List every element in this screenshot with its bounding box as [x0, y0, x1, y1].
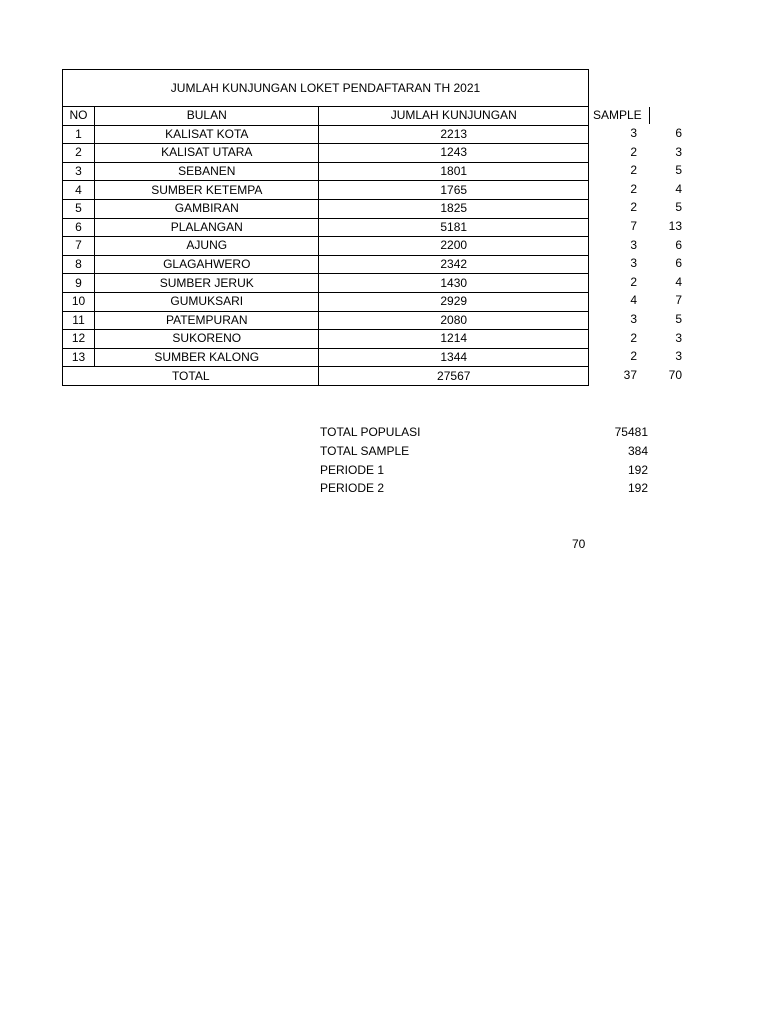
- cell-bulan[interactable]: PATEMPURAN: [95, 311, 319, 330]
- cell-bulan[interactable]: SEBANEN: [95, 162, 319, 181]
- sample-row: [589, 329, 689, 348]
- cell-bulan[interactable]: SUMBER KETEMPA: [95, 181, 319, 200]
- cell-no[interactable]: 1: [63, 125, 95, 144]
- cell-bulan[interactable]: SUMBER KALONG: [95, 348, 319, 367]
- cell-bulan[interactable]: AJUNG: [95, 237, 319, 256]
- cell-sample[interactable]: 2: [630, 181, 637, 196]
- cell-sample[interactable]: 37: [623, 367, 637, 382]
- summary-label[interactable]: PERIODE 2: [320, 481, 385, 496]
- cell-sample-2[interactable]: 6: [675, 256, 682, 271]
- cell-sample[interactable]: 3: [630, 237, 637, 252]
- cell-bulan[interactable]: KALISAT KOTA: [95, 125, 319, 144]
- cell-sample-2[interactable]: 4: [675, 274, 682, 289]
- table-row: [63, 292, 589, 311]
- cell-no[interactable]: 4: [63, 181, 95, 200]
- header-sample[interactable]: SAMPLE: [593, 108, 642, 122]
- summary-label[interactable]: TOTAL POPULASI: [320, 425, 421, 439]
- sample-row: [589, 236, 689, 255]
- summary-row: [320, 423, 650, 442]
- sample-row: [589, 143, 689, 162]
- summary-block: [320, 423, 650, 498]
- extra-value-cell[interactable]: 70: [572, 537, 586, 551]
- summary-row: [320, 479, 650, 498]
- summary-value[interactable]: 75481: [614, 425, 648, 439]
- sample-row: [589, 124, 689, 143]
- summary-row: [320, 461, 650, 480]
- table-row: [63, 330, 589, 349]
- cell-jumlah[interactable]: 2200: [319, 237, 589, 256]
- sample-row: [589, 161, 689, 180]
- sample-row: [589, 347, 689, 366]
- cell-no[interactable]: 13: [63, 348, 95, 367]
- cell-sample-2[interactable]: 7: [675, 293, 682, 308]
- cell-no[interactable]: 5: [63, 199, 95, 218]
- table-row: [63, 144, 589, 163]
- cell-no[interactable]: 2: [63, 144, 95, 163]
- header-no[interactable]: NO: [63, 107, 95, 126]
- cell-no[interactable]: 6: [63, 218, 95, 237]
- cell-sample-2[interactable]: 5: [675, 163, 682, 178]
- sample-row: [589, 310, 689, 329]
- cell-no[interactable]: 10: [63, 292, 95, 311]
- cell-sample-2[interactable]: 5: [675, 312, 682, 326]
- cell-jumlah[interactable]: 1243: [319, 144, 589, 163]
- summary-value[interactable]: 192: [627, 462, 648, 477]
- cell-sample[interactable]: 3: [630, 312, 637, 326]
- cell-jumlah[interactable]: 2342: [319, 255, 589, 274]
- cell-no[interactable]: 8: [63, 255, 95, 274]
- sample-row: [589, 180, 689, 199]
- total-jumlah[interactable]: 27567: [319, 367, 589, 386]
- summary-value[interactable]: 192: [627, 481, 648, 496]
- cell-sample-2[interactable]: 13: [668, 219, 682, 233]
- cell-jumlah[interactable]: 2929: [319, 292, 589, 311]
- cell-sample[interactable]: 2: [630, 200, 637, 215]
- cell-sample-2[interactable]: 3: [675, 330, 682, 345]
- sample-row: [589, 366, 689, 385]
- cell-jumlah[interactable]: 1801: [319, 162, 589, 181]
- table-row: [63, 199, 589, 218]
- cell-no[interactable]: 12: [63, 330, 95, 349]
- cell-no[interactable]: 3: [63, 162, 95, 181]
- header-jumlah[interactable]: JUMLAH KUNJUNGAN: [319, 107, 589, 126]
- cell-jumlah[interactable]: 1765: [319, 181, 589, 200]
- cell-sample[interactable]: 2: [630, 274, 637, 289]
- cell-sample[interactable]: 7: [630, 219, 637, 233]
- header-row: [63, 107, 589, 126]
- cell-no[interactable]: 11: [63, 311, 95, 330]
- cell-bulan[interactable]: GLAGAHWERO: [95, 255, 319, 274]
- summary-label[interactable]: TOTAL SAMPLE: [320, 443, 410, 458]
- summary-row: [320, 442, 650, 461]
- cell-jumlah[interactable]: 2213: [319, 125, 589, 144]
- cell-bulan[interactable]: GUMUKSARI: [95, 292, 319, 311]
- cell-sample-2[interactable]: 3: [675, 144, 682, 159]
- table-row: [63, 348, 589, 367]
- visits-table: [62, 69, 589, 386]
- table-title[interactable]: JUMLAH KUNJUNGAN LOKET PENDAFTARAN TH 2021: [63, 70, 589, 107]
- cell-sample[interactable]: 2: [630, 349, 637, 364]
- cell-sample-2[interactable]: 6: [675, 237, 682, 252]
- cell-bulan[interactable]: KALISAT UTARA: [95, 144, 319, 163]
- cell-bulan[interactable]: SUKORENO: [95, 330, 319, 349]
- sample-row: [589, 254, 689, 273]
- total-row: [63, 367, 589, 386]
- table-row: [63, 218, 589, 237]
- title-row: [63, 70, 589, 107]
- cell-sample[interactable]: 3: [630, 256, 637, 271]
- table-row: [63, 274, 589, 293]
- table-row: [63, 255, 589, 274]
- cell-no[interactable]: 9: [63, 274, 95, 293]
- cell-no[interactable]: 7: [63, 237, 95, 256]
- summary-value[interactable]: 384: [627, 443, 648, 458]
- cell-sample-2[interactable]: 70: [668, 367, 682, 382]
- cell-bulan[interactable]: SUMBER JERUK: [95, 274, 319, 293]
- cell-sample-2[interactable]: 4: [675, 181, 682, 196]
- sample-row: [589, 291, 689, 310]
- cell-sample-2[interactable]: 3: [675, 349, 682, 364]
- sample-row: [589, 217, 689, 236]
- cell-sample[interactable]: 2: [630, 144, 637, 159]
- table-row: [63, 162, 589, 181]
- cell-bulan[interactable]: GAMBIRAN: [95, 199, 319, 218]
- cell-jumlah[interactable]: 2080: [319, 311, 589, 330]
- cell-bulan[interactable]: PLALANGAN: [95, 218, 319, 237]
- sample-row: [589, 273, 689, 292]
- cell-sample-2[interactable]: 6: [675, 126, 682, 140]
- header-bulan[interactable]: BULAN: [95, 107, 319, 126]
- sample-row: [589, 198, 689, 217]
- total-label[interactable]: TOTAL: [63, 367, 319, 386]
- cell-sample-2[interactable]: 5: [675, 200, 682, 215]
- cell-sample[interactable]: 3: [630, 126, 637, 140]
- cell-jumlah[interactable]: 1825: [319, 199, 589, 218]
- table-row: [63, 181, 589, 200]
- cell-sample[interactable]: 2: [630, 163, 637, 178]
- summary-label[interactable]: PERIODE 1: [320, 462, 385, 477]
- cell-jumlah[interactable]: 5181: [319, 218, 589, 237]
- table-row: [63, 311, 589, 330]
- cell-jumlah[interactable]: 1214: [319, 330, 589, 349]
- cell-sample[interactable]: 4: [630, 293, 637, 308]
- cell-jumlah[interactable]: 1430: [319, 274, 589, 293]
- table-row: [63, 237, 589, 256]
- table-row: [63, 125, 589, 144]
- cell-sample[interactable]: 2: [630, 330, 637, 345]
- cell-cursor-bar: [649, 107, 650, 124]
- cell-jumlah[interactable]: 1344: [319, 348, 589, 367]
